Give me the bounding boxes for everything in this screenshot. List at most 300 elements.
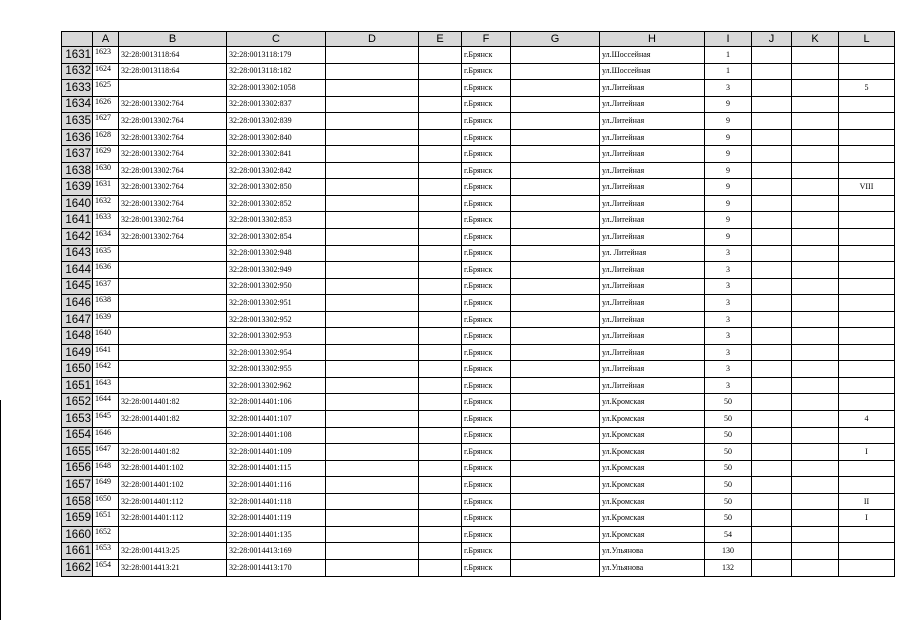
cell-d[interactable] <box>326 162 419 179</box>
row-number[interactable]: 1645 <box>62 278 93 295</box>
cell-l[interactable] <box>839 543 895 560</box>
cell-l[interactable] <box>839 96 895 113</box>
cell-d[interactable] <box>326 427 419 444</box>
cell-e[interactable] <box>419 229 462 246</box>
cell-k[interactable] <box>792 162 839 179</box>
cell-e[interactable] <box>419 444 462 461</box>
cell-k[interactable] <box>792 63 839 80</box>
cell-l[interactable] <box>839 295 895 312</box>
cell-l[interactable] <box>839 377 895 394</box>
cell-e[interactable] <box>419 344 462 361</box>
column-header-g[interactable]: G <box>511 32 600 47</box>
cell-e[interactable] <box>419 129 462 146</box>
cell-l[interactable] <box>839 559 895 576</box>
cell-h[interactable]: ул.Ульянова <box>600 543 705 560</box>
cell-g[interactable] <box>511 113 600 130</box>
cell-h[interactable]: ул.Литейная <box>600 328 705 345</box>
cell-h[interactable]: ул.Литейная <box>600 361 705 378</box>
cell-c[interactable]: 32:28:0013302:853 <box>227 212 326 229</box>
cell-a[interactable]: 1638 <box>93 295 119 312</box>
cell-a[interactable]: 1629 <box>93 146 119 163</box>
cell-i[interactable]: 9 <box>705 113 752 130</box>
cell-i[interactable]: 9 <box>705 212 752 229</box>
cell-k[interactable] <box>792 96 839 113</box>
cell-d[interactable] <box>326 344 419 361</box>
cell-b[interactable]: 32:28:0014401:82 <box>119 394 227 411</box>
cell-c[interactable]: 32:28:0013302:954 <box>227 344 326 361</box>
column-header-h[interactable]: H <box>600 32 705 47</box>
cell-j[interactable] <box>752 328 792 345</box>
cell-l[interactable] <box>839 427 895 444</box>
row-number[interactable]: 1650 <box>62 361 93 378</box>
cell-e[interactable] <box>419 526 462 543</box>
cell-j[interactable] <box>752 146 792 163</box>
cell-i[interactable]: 50 <box>705 427 752 444</box>
cell-i[interactable]: 3 <box>705 328 752 345</box>
cell-h[interactable]: ул.Литейная <box>600 344 705 361</box>
cell-l[interactable] <box>839 129 895 146</box>
cell-e[interactable] <box>419 361 462 378</box>
cell-h[interactable]: ул.Кромская <box>600 510 705 527</box>
cell-l[interactable] <box>839 146 895 163</box>
cell-k[interactable] <box>792 526 839 543</box>
cell-e[interactable] <box>419 245 462 262</box>
cell-b[interactable] <box>119 262 227 279</box>
cell-k[interactable] <box>792 47 839 64</box>
cell-d[interactable] <box>326 411 419 428</box>
cell-b[interactable] <box>119 295 227 312</box>
cell-l[interactable] <box>839 526 895 543</box>
cell-l[interactable] <box>839 212 895 229</box>
cell-a[interactable]: 1645 <box>93 411 119 428</box>
cell-e[interactable] <box>419 510 462 527</box>
cell-j[interactable] <box>752 559 792 576</box>
cell-f[interactable]: г.Брянск <box>462 245 511 262</box>
cell-d[interactable] <box>326 245 419 262</box>
cell-f[interactable]: г.Брянск <box>462 493 511 510</box>
cell-f[interactable]: г.Брянск <box>462 311 511 328</box>
cell-b[interactable]: 32:28:0014401:102 <box>119 460 227 477</box>
cell-j[interactable] <box>752 162 792 179</box>
cell-a[interactable]: 1628 <box>93 129 119 146</box>
cell-f[interactable]: г.Брянск <box>462 96 511 113</box>
cell-e[interactable] <box>419 460 462 477</box>
cell-l[interactable]: VIII <box>839 179 895 196</box>
cell-b[interactable]: 32:28:0013118:64 <box>119 63 227 80</box>
cell-b[interactable]: 32:28:0013118:64 <box>119 47 227 64</box>
cell-h[interactable]: ул.Шоссейная <box>600 47 705 64</box>
cell-c[interactable]: 32:28:0013302:839 <box>227 113 326 130</box>
column-header-k[interactable]: K <box>792 32 839 47</box>
cell-e[interactable] <box>419 146 462 163</box>
cell-d[interactable] <box>326 63 419 80</box>
cell-h[interactable]: ул.Литейная <box>600 311 705 328</box>
row-number[interactable]: 1655 <box>62 444 93 461</box>
cell-e[interactable] <box>419 328 462 345</box>
cell-a[interactable]: 1654 <box>93 559 119 576</box>
cell-k[interactable] <box>792 113 839 130</box>
cell-g[interactable] <box>511 278 600 295</box>
cell-h[interactable]: ул.Кромская <box>600 493 705 510</box>
cell-g[interactable] <box>511 195 600 212</box>
cell-h[interactable]: ул.Литейная <box>600 113 705 130</box>
cell-l[interactable]: 5 <box>839 80 895 97</box>
cell-d[interactable] <box>326 493 419 510</box>
cell-e[interactable] <box>419 559 462 576</box>
cell-j[interactable] <box>752 543 792 560</box>
cell-d[interactable] <box>326 212 419 229</box>
row-number[interactable]: 1639 <box>62 179 93 196</box>
cell-c[interactable]: 32:28:0014401:135 <box>227 526 326 543</box>
cell-h[interactable]: ул.Шоссейная <box>600 63 705 80</box>
cell-a[interactable]: 1634 <box>93 229 119 246</box>
cell-a[interactable]: 1627 <box>93 113 119 130</box>
column-header-i[interactable]: I <box>705 32 752 47</box>
cell-f[interactable]: г.Брянск <box>462 212 511 229</box>
cell-l[interactable] <box>839 460 895 477</box>
cell-c[interactable]: 32:28:0014401:107 <box>227 411 326 428</box>
cell-d[interactable] <box>326 146 419 163</box>
cell-i[interactable]: 130 <box>705 543 752 560</box>
cell-g[interactable] <box>511 477 600 494</box>
cell-b[interactable] <box>119 245 227 262</box>
row-number[interactable]: 1657 <box>62 477 93 494</box>
cell-a[interactable]: 1647 <box>93 444 119 461</box>
cell-b[interactable] <box>119 328 227 345</box>
cell-j[interactable] <box>752 394 792 411</box>
row-number[interactable]: 1653 <box>62 411 93 428</box>
cell-b[interactable]: 32:28:0013302:764 <box>119 96 227 113</box>
cell-h[interactable]: ул.Кромская <box>600 477 705 494</box>
cell-e[interactable] <box>419 311 462 328</box>
cell-g[interactable] <box>511 328 600 345</box>
cell-i[interactable]: 3 <box>705 311 752 328</box>
cell-f[interactable]: г.Брянск <box>462 361 511 378</box>
cell-a[interactable]: 1635 <box>93 245 119 262</box>
column-header-f[interactable]: F <box>462 32 511 47</box>
cell-e[interactable] <box>419 295 462 312</box>
cell-l[interactable] <box>839 278 895 295</box>
cell-i[interactable]: 3 <box>705 295 752 312</box>
cell-l[interactable]: I <box>839 444 895 461</box>
cell-e[interactable] <box>419 47 462 64</box>
column-header-e[interactable]: E <box>419 32 462 47</box>
cell-e[interactable] <box>419 195 462 212</box>
cell-k[interactable] <box>792 411 839 428</box>
cell-i[interactable]: 9 <box>705 146 752 163</box>
cell-h[interactable]: ул.Литейная <box>600 262 705 279</box>
cell-a[interactable]: 1652 <box>93 526 119 543</box>
cell-k[interactable] <box>792 559 839 576</box>
cell-k[interactable] <box>792 328 839 345</box>
cell-h[interactable]: ул.Литейная <box>600 195 705 212</box>
cell-h[interactable]: ул.Литейная <box>600 129 705 146</box>
cell-f[interactable]: г.Брянск <box>462 278 511 295</box>
cell-b[interactable] <box>119 377 227 394</box>
cell-c[interactable]: 32:28:0013302:1058 <box>227 80 326 97</box>
cell-l[interactable] <box>839 195 895 212</box>
cell-e[interactable] <box>419 162 462 179</box>
cell-e[interactable] <box>419 543 462 560</box>
cell-e[interactable] <box>419 80 462 97</box>
cell-j[interactable] <box>752 129 792 146</box>
cell-a[interactable]: 1623 <box>93 47 119 64</box>
cell-g[interactable] <box>511 129 600 146</box>
cell-g[interactable] <box>511 460 600 477</box>
cell-j[interactable] <box>752 344 792 361</box>
cell-i[interactable]: 50 <box>705 510 752 527</box>
cell-k[interactable] <box>792 394 839 411</box>
cell-e[interactable] <box>419 377 462 394</box>
cell-j[interactable] <box>752 510 792 527</box>
cell-k[interactable] <box>792 427 839 444</box>
cell-g[interactable] <box>511 47 600 64</box>
cell-e[interactable] <box>419 212 462 229</box>
cell-j[interactable] <box>752 295 792 312</box>
cell-j[interactable] <box>752 245 792 262</box>
cell-k[interactable] <box>792 212 839 229</box>
cell-i[interactable]: 9 <box>705 179 752 196</box>
cell-h[interactable]: ул.Кромская <box>600 394 705 411</box>
cell-g[interactable] <box>511 212 600 229</box>
cell-b[interactable]: 32:28:0013302:764 <box>119 179 227 196</box>
row-number[interactable]: 1644 <box>62 262 93 279</box>
cell-k[interactable] <box>792 195 839 212</box>
row-number[interactable]: 1640 <box>62 195 93 212</box>
cell-d[interactable] <box>326 444 419 461</box>
cell-i[interactable]: 50 <box>705 477 752 494</box>
cell-a[interactable]: 1630 <box>93 162 119 179</box>
cell-k[interactable] <box>792 295 839 312</box>
cell-e[interactable] <box>419 427 462 444</box>
cell-a[interactable]: 1625 <box>93 80 119 97</box>
column-header-b[interactable]: B <box>119 32 227 47</box>
cell-i[interactable]: 54 <box>705 526 752 543</box>
cell-l[interactable] <box>839 344 895 361</box>
column-header-j[interactable]: J <box>752 32 792 47</box>
cell-b[interactable] <box>119 311 227 328</box>
cell-f[interactable]: г.Брянск <box>462 543 511 560</box>
cell-a[interactable]: 1624 <box>93 63 119 80</box>
cell-i[interactable]: 9 <box>705 195 752 212</box>
cell-a[interactable]: 1641 <box>93 344 119 361</box>
column-header-l[interactable]: L <box>839 32 895 47</box>
cell-f[interactable]: г.Брянск <box>462 262 511 279</box>
cell-k[interactable] <box>792 361 839 378</box>
cell-f[interactable]: г.Брянск <box>462 179 511 196</box>
cell-d[interactable] <box>326 195 419 212</box>
cell-c[interactable]: 32:28:0014401:108 <box>227 427 326 444</box>
cell-f[interactable]: г.Брянск <box>462 113 511 130</box>
cell-a[interactable]: 1631 <box>93 179 119 196</box>
cell-j[interactable] <box>752 47 792 64</box>
cell-d[interactable] <box>326 510 419 527</box>
cell-a[interactable]: 1643 <box>93 377 119 394</box>
cell-b[interactable]: 32:28:0013302:764 <box>119 195 227 212</box>
cell-a[interactable]: 1650 <box>93 493 119 510</box>
cell-g[interactable] <box>511 162 600 179</box>
cell-a[interactable]: 1642 <box>93 361 119 378</box>
cell-f[interactable]: г.Брянск <box>462 526 511 543</box>
cell-e[interactable] <box>419 477 462 494</box>
cell-g[interactable] <box>511 311 600 328</box>
cell-g[interactable] <box>511 444 600 461</box>
cell-d[interactable] <box>326 80 419 97</box>
cell-h[interactable]: ул.Кромская <box>600 526 705 543</box>
cell-c[interactable]: 32:28:0013302:840 <box>227 129 326 146</box>
cell-d[interactable] <box>326 311 419 328</box>
cell-f[interactable]: г.Брянск <box>462 80 511 97</box>
row-number[interactable]: 1647 <box>62 311 93 328</box>
cell-f[interactable]: г.Брянск <box>462 195 511 212</box>
cell-a[interactable]: 1633 <box>93 212 119 229</box>
cell-i[interactable]: 3 <box>705 361 752 378</box>
cell-b[interactable] <box>119 427 227 444</box>
cell-l[interactable]: II <box>839 493 895 510</box>
cell-b[interactable]: 32:28:0014401:102 <box>119 477 227 494</box>
cell-d[interactable] <box>326 295 419 312</box>
cell-j[interactable] <box>752 113 792 130</box>
cell-b[interactable]: 32:28:0014401:82 <box>119 444 227 461</box>
cell-b[interactable] <box>119 526 227 543</box>
row-number[interactable]: 1648 <box>62 328 93 345</box>
cell-b[interactable]: 32:28:0013302:764 <box>119 113 227 130</box>
cell-j[interactable] <box>752 179 792 196</box>
cell-h[interactable]: ул.Литейная <box>600 377 705 394</box>
cell-f[interactable]: г.Брянск <box>462 460 511 477</box>
cell-i[interactable]: 50 <box>705 411 752 428</box>
cell-k[interactable] <box>792 493 839 510</box>
cell-a[interactable]: 1636 <box>93 262 119 279</box>
cell-d[interactable] <box>326 262 419 279</box>
cell-d[interactable] <box>326 328 419 345</box>
cell-g[interactable] <box>511 493 600 510</box>
cell-c[interactable]: 32:28:0013302:841 <box>227 146 326 163</box>
cell-f[interactable]: г.Брянск <box>462 444 511 461</box>
cell-b[interactable]: 32:28:0013302:764 <box>119 212 227 229</box>
cell-i[interactable]: 50 <box>705 444 752 461</box>
cell-k[interactable] <box>792 80 839 97</box>
cell-l[interactable]: I <box>839 510 895 527</box>
cell-d[interactable] <box>326 526 419 543</box>
cell-j[interactable] <box>752 212 792 229</box>
cell-d[interactable] <box>326 96 419 113</box>
cell-l[interactable] <box>839 162 895 179</box>
cell-j[interactable] <box>752 444 792 461</box>
cell-h[interactable]: ул.Кромская <box>600 427 705 444</box>
cell-k[interactable] <box>792 543 839 560</box>
cell-i[interactable]: 1 <box>705 63 752 80</box>
cell-h[interactable]: ул.Литейная <box>600 212 705 229</box>
row-number[interactable]: 1656 <box>62 460 93 477</box>
cell-a[interactable]: 1653 <box>93 543 119 560</box>
cell-i[interactable]: 3 <box>705 245 752 262</box>
row-number[interactable]: 1638 <box>62 162 93 179</box>
cell-f[interactable]: г.Брянск <box>462 295 511 312</box>
cell-l[interactable] <box>839 47 895 64</box>
cell-l[interactable] <box>839 113 895 130</box>
cell-h[interactable]: ул.Ульянова <box>600 559 705 576</box>
row-number[interactable]: 1641 <box>62 212 93 229</box>
cell-i[interactable]: 3 <box>705 377 752 394</box>
row-number[interactable]: 1652 <box>62 394 93 411</box>
cell-g[interactable] <box>511 543 600 560</box>
cell-k[interactable] <box>792 311 839 328</box>
row-number[interactable]: 1631 <box>62 47 93 64</box>
cell-d[interactable] <box>326 460 419 477</box>
cell-a[interactable]: 1649 <box>93 477 119 494</box>
row-number[interactable]: 1643 <box>62 245 93 262</box>
cell-a[interactable]: 1640 <box>93 328 119 345</box>
cell-j[interactable] <box>752 262 792 279</box>
cell-e[interactable] <box>419 96 462 113</box>
cell-c[interactable]: 32:28:0014401:109 <box>227 444 326 461</box>
cell-j[interactable] <box>752 411 792 428</box>
cell-b[interactable] <box>119 80 227 97</box>
cell-i[interactable]: 3 <box>705 80 752 97</box>
cell-i[interactable]: 3 <box>705 278 752 295</box>
cell-a[interactable]: 1637 <box>93 278 119 295</box>
cell-c[interactable]: 32:28:0013302:955 <box>227 361 326 378</box>
cell-b[interactable]: 32:28:0013302:764 <box>119 129 227 146</box>
cell-c[interactable]: 32:28:0013118:179 <box>227 47 326 64</box>
cell-c[interactable]: 32:28:0013302:949 <box>227 262 326 279</box>
cell-l[interactable] <box>839 394 895 411</box>
cell-f[interactable]: г.Брянск <box>462 477 511 494</box>
cell-c[interactable]: 32:28:0013302:850 <box>227 179 326 196</box>
cell-j[interactable] <box>752 80 792 97</box>
cell-g[interactable] <box>511 262 600 279</box>
cell-l[interactable] <box>839 361 895 378</box>
cell-d[interactable] <box>326 559 419 576</box>
cell-f[interactable]: г.Брянск <box>462 394 511 411</box>
cell-d[interactable] <box>326 229 419 246</box>
cell-g[interactable] <box>511 295 600 312</box>
cell-d[interactable] <box>326 129 419 146</box>
cell-l[interactable] <box>839 262 895 279</box>
cell-h[interactable]: ул.Кромская <box>600 460 705 477</box>
cell-f[interactable]: г.Брянск <box>462 129 511 146</box>
cell-d[interactable] <box>326 278 419 295</box>
cell-k[interactable] <box>792 510 839 527</box>
cell-g[interactable] <box>511 179 600 196</box>
cell-i[interactable]: 3 <box>705 344 752 361</box>
cell-b[interactable]: 32:28:0014401:112 <box>119 493 227 510</box>
cell-f[interactable]: г.Брянск <box>462 63 511 80</box>
cell-g[interactable] <box>511 80 600 97</box>
row-number[interactable]: 1660 <box>62 526 93 543</box>
cell-b[interactable]: 32:28:0013302:764 <box>119 146 227 163</box>
cell-f[interactable]: г.Брянск <box>462 328 511 345</box>
row-number[interactable]: 1634 <box>62 96 93 113</box>
cell-l[interactable] <box>839 311 895 328</box>
cell-d[interactable] <box>326 543 419 560</box>
cell-c[interactable]: 32:28:0014401:115 <box>227 460 326 477</box>
cell-c[interactable]: 32:28:0013302:852 <box>227 195 326 212</box>
cell-j[interactable] <box>752 96 792 113</box>
cell-e[interactable] <box>419 394 462 411</box>
cell-k[interactable] <box>792 262 839 279</box>
cell-h[interactable]: ул.Кромская <box>600 444 705 461</box>
cell-h[interactable]: ул.Кромская <box>600 411 705 428</box>
cell-d[interactable] <box>326 477 419 494</box>
cell-j[interactable] <box>752 427 792 444</box>
cell-g[interactable] <box>511 377 600 394</box>
cell-k[interactable] <box>792 179 839 196</box>
cell-g[interactable] <box>511 344 600 361</box>
cell-g[interactable] <box>511 361 600 378</box>
cell-e[interactable] <box>419 411 462 428</box>
